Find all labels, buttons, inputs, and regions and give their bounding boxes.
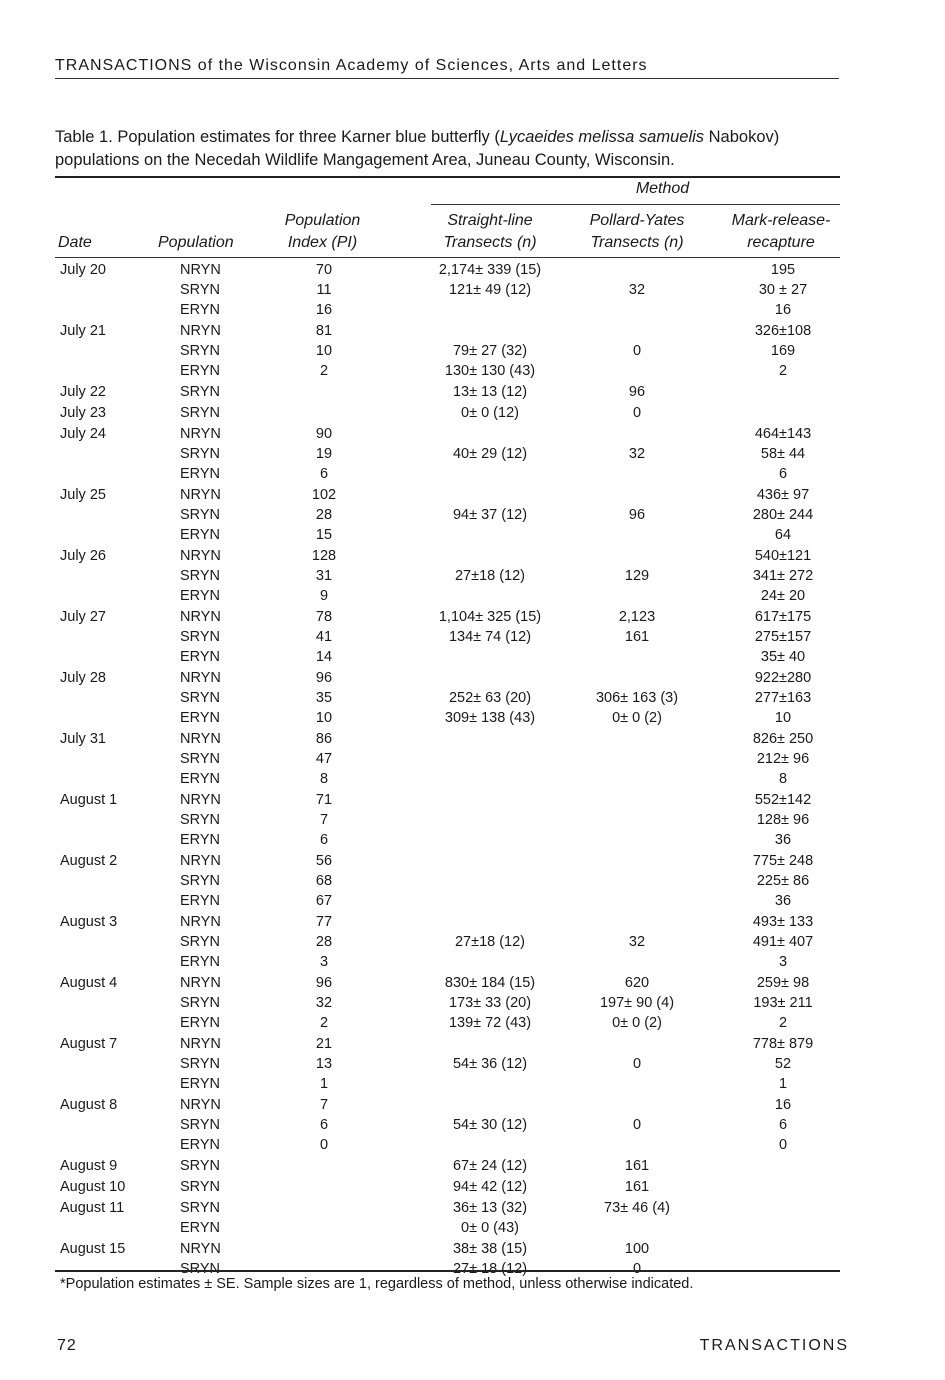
cell-mark-release: 16 xyxy=(774,1097,792,1113)
cell-straight-line: 0± 0 (12) xyxy=(461,405,519,421)
table-row xyxy=(55,1097,840,1117)
cell-population: SRYN xyxy=(180,629,221,645)
table-body xyxy=(55,262,840,1281)
cell-date: July 27 xyxy=(60,609,106,625)
header-mark-release xyxy=(718,210,844,254)
journal-footer: TRANSACTIONS xyxy=(699,1337,849,1354)
cell-mark-release: 280± 244 xyxy=(752,507,814,523)
cell-date: August 8 xyxy=(60,1097,118,1113)
cell-population: NRYN xyxy=(180,914,221,930)
cell-mark-release: 617±175 xyxy=(754,609,812,625)
cell-population: SRYN xyxy=(180,1179,221,1195)
table-caption xyxy=(55,126,845,172)
cell-mark-release: 169 xyxy=(770,343,796,359)
cell-pi: 86 xyxy=(315,731,333,747)
cell-date: July 28 xyxy=(60,670,106,686)
table-row xyxy=(55,405,840,425)
cell-population: SRYN xyxy=(180,995,221,1011)
caption-prefix: Table 1. Population estimates for three Karner blue butterfly ( xyxy=(55,128,500,146)
table-row xyxy=(55,466,840,486)
cell-pi: 78 xyxy=(315,609,333,625)
table-row xyxy=(55,446,840,466)
cell-mark-release: 193± 211 xyxy=(753,995,813,1011)
cell-population: ERYN xyxy=(180,363,221,379)
table-row xyxy=(55,487,840,507)
cell-straight-line: 54± 30 (12) xyxy=(452,1117,528,1133)
table-row xyxy=(55,873,840,893)
caption-suffix: Nabokov) populations on the Necedah Wildlife Mangagement Area, Juneau County, Wisconsin. xyxy=(55,128,780,169)
cell-pollard-yates: 96 xyxy=(628,384,646,400)
table-row xyxy=(55,302,840,322)
cell-pi: 0 xyxy=(319,1137,329,1153)
table-row xyxy=(55,527,840,547)
table-row xyxy=(55,771,840,791)
cell-pi: 2 xyxy=(319,363,329,379)
table-row xyxy=(55,548,840,568)
cell-pollard-yates: 100 xyxy=(624,1241,650,1257)
cell-population: ERYN xyxy=(180,832,221,848)
table-row xyxy=(55,1076,840,1096)
cell-mark-release: 1 xyxy=(778,1076,788,1092)
cell-mark-release: 52 xyxy=(774,1056,792,1072)
cell-pi: 68 xyxy=(315,873,333,889)
header-mr-line2: recapture xyxy=(747,234,815,251)
cell-pollard-yates: 32 xyxy=(628,934,646,950)
cell-date: August 7 xyxy=(60,1036,118,1052)
cell-date: July 20 xyxy=(60,262,106,278)
cell-population: SRYN xyxy=(180,446,221,462)
table-row xyxy=(55,1015,840,1035)
cell-pi: 70 xyxy=(315,262,333,278)
header-pi-line2: Index (PI) xyxy=(287,234,358,251)
cell-population: NRYN xyxy=(180,853,221,869)
cell-mark-release: 0 xyxy=(778,1137,788,1153)
header-rule xyxy=(55,257,840,258)
cell-population: NRYN xyxy=(180,792,221,808)
table-row xyxy=(55,914,840,934)
cell-population: SRYN xyxy=(180,751,221,767)
cell-date: July 24 xyxy=(60,426,106,442)
table-row xyxy=(55,934,840,954)
cell-pollard-yates: 96 xyxy=(628,507,646,523)
cell-straight-line: 0± 0 (43) xyxy=(461,1220,519,1236)
cell-pi: 77 xyxy=(315,914,333,930)
table-row xyxy=(55,343,840,363)
table-row xyxy=(55,954,840,974)
cell-pollard-yates: 0 xyxy=(632,405,642,421)
table-bottom-rule xyxy=(55,1270,840,1272)
cell-date: August 11 xyxy=(60,1200,125,1216)
cell-pollard-yates: 32 xyxy=(628,446,646,462)
header-pi xyxy=(260,210,385,254)
header-py-line1: Pollard-Yates xyxy=(589,212,685,229)
cell-mark-release: 259± 98 xyxy=(756,975,810,991)
cell-population: SRYN xyxy=(180,507,221,523)
table-row xyxy=(55,1036,840,1056)
cell-date: August 15 xyxy=(60,1241,126,1257)
cell-pollard-yates: 161 xyxy=(624,629,650,645)
table-row xyxy=(55,832,840,852)
cell-straight-line: 27±18 (12) xyxy=(454,568,526,584)
table-row xyxy=(55,426,840,446)
cell-date: August 1 xyxy=(60,792,118,808)
cell-mark-release: 6 xyxy=(778,466,788,482)
cell-mark-release: 128± 96 xyxy=(756,812,810,828)
cell-population: NRYN xyxy=(180,975,221,991)
cell-pi: 1 xyxy=(319,1076,329,1092)
cell-population: SRYN xyxy=(180,568,221,584)
cell-straight-line: 121± 49 (12) xyxy=(448,282,532,298)
cell-population: NRYN xyxy=(180,1036,221,1052)
cell-mark-release: 225± 86 xyxy=(756,873,810,889)
cell-population: ERYN xyxy=(180,1220,221,1236)
cell-pi: 128 xyxy=(311,548,337,564)
cell-pi: 7 xyxy=(319,812,329,828)
page-number: 72 xyxy=(57,1337,77,1354)
cell-date: July 22 xyxy=(60,384,106,400)
cell-straight-line: 830± 184 (15) xyxy=(444,975,536,991)
method-rule xyxy=(431,204,840,205)
cell-pollard-yates: 197± 90 (4) xyxy=(599,995,675,1011)
cell-straight-line: 1,104± 325 (15) xyxy=(438,609,542,625)
cell-mark-release: 8 xyxy=(778,771,788,787)
cell-straight-line: 139± 72 (43) xyxy=(448,1015,532,1031)
cell-pollard-yates: 32 xyxy=(628,282,646,298)
cell-pi: 56 xyxy=(315,853,333,869)
cell-date: August 2 xyxy=(60,853,118,869)
cell-pi: 19 xyxy=(315,446,333,462)
cell-pi: 96 xyxy=(315,975,333,991)
cell-straight-line: 94± 37 (12) xyxy=(452,507,528,523)
cell-mark-release: 493± 133 xyxy=(752,914,814,930)
cell-pi: 71 xyxy=(315,792,333,808)
cell-pollard-yates: 129 xyxy=(624,568,650,584)
cell-mark-release: 30 ± 27 xyxy=(758,282,808,298)
cell-straight-line: 130± 130 (43) xyxy=(444,363,536,379)
table-row xyxy=(55,690,840,710)
cell-population: SRYN xyxy=(180,1261,221,1277)
cell-pi: 21 xyxy=(315,1036,333,1052)
cell-population: ERYN xyxy=(180,710,221,726)
table-row xyxy=(55,792,840,812)
cell-mark-release: 6 xyxy=(778,1117,788,1133)
cell-mark-release: 24± 20 xyxy=(760,588,806,604)
cell-population: NRYN xyxy=(180,731,221,747)
cell-mark-release: 922±280 xyxy=(754,670,812,686)
cell-pollard-yates: 0± 0 (2) xyxy=(612,1015,662,1031)
cell-mark-release: 2 xyxy=(778,1015,788,1031)
cell-pi: 15 xyxy=(315,527,333,543)
header-mr-line1: Mark-release- xyxy=(731,212,831,229)
cell-mark-release: 16 xyxy=(774,302,792,318)
cell-straight-line: 309± 138 (43) xyxy=(444,710,536,726)
table-row xyxy=(55,812,840,832)
cell-pollard-yates: 2,123 xyxy=(618,609,656,625)
cell-pi: 6 xyxy=(319,466,329,482)
cell-pi: 32 xyxy=(315,995,333,1011)
cell-pollard-yates: 161 xyxy=(624,1179,650,1195)
header-date: Date xyxy=(58,234,92,251)
cell-pi: 96 xyxy=(315,670,333,686)
cell-population: NRYN xyxy=(180,670,221,686)
table-row xyxy=(55,1158,840,1178)
cell-pollard-yates: 620 xyxy=(624,975,650,991)
cell-pi: 35 xyxy=(315,690,333,706)
table-row xyxy=(55,588,840,608)
running-head: TRANSACTIONS of the Wisconsin Academy of Sciences, Arts and Letters xyxy=(55,57,839,79)
table-row xyxy=(55,1117,840,1137)
cell-date: August 10 xyxy=(60,1179,126,1195)
cell-population: SRYN xyxy=(180,1056,221,1072)
cell-population: NRYN xyxy=(180,262,221,278)
cell-mark-release: 491± 407 xyxy=(752,934,814,950)
table-row xyxy=(55,853,840,873)
cell-pi: 14 xyxy=(315,649,333,665)
cell-pi: 9 xyxy=(319,588,329,604)
cell-pi: 28 xyxy=(315,934,333,950)
cell-population: ERYN xyxy=(180,1137,221,1153)
table-row xyxy=(55,1137,840,1157)
cell-population: SRYN xyxy=(180,873,221,889)
cell-pi: 2 xyxy=(319,1015,329,1031)
cell-date: July 21 xyxy=(60,323,106,339)
cell-population: SRYN xyxy=(180,405,221,421)
cell-mark-release: 36 xyxy=(774,832,792,848)
cell-pi: 6 xyxy=(319,832,329,848)
cell-pollard-yates: 0 xyxy=(632,1261,642,1277)
cell-mark-release: 195 xyxy=(770,262,796,278)
cell-population: SRYN xyxy=(180,934,221,950)
cell-pi: 81 xyxy=(315,323,333,339)
header-sl-line2: Transects (n) xyxy=(443,234,537,251)
table-row xyxy=(55,1179,840,1199)
cell-pollard-yates: 0± 0 (2) xyxy=(612,710,662,726)
table-row xyxy=(55,507,840,527)
cell-mark-release: 552±142 xyxy=(754,792,812,808)
cell-population: ERYN xyxy=(180,588,221,604)
cell-population: ERYN xyxy=(180,1076,221,1092)
table-row xyxy=(55,751,840,771)
cell-pi: 8 xyxy=(319,771,329,787)
table-row xyxy=(55,995,840,1015)
cell-population: ERYN xyxy=(180,954,221,970)
cell-mark-release: 36 xyxy=(774,893,792,909)
cell-pollard-yates: 161 xyxy=(624,1158,650,1174)
cell-pi: 10 xyxy=(315,343,333,359)
cell-population: NRYN xyxy=(180,548,221,564)
cell-date: July 25 xyxy=(60,487,106,503)
cell-population: SRYN xyxy=(180,1200,221,1216)
table-row xyxy=(55,1200,840,1220)
cell-population: ERYN xyxy=(180,771,221,787)
cell-straight-line: 134± 74 (12) xyxy=(448,629,532,645)
cell-pi: 6 xyxy=(319,1117,329,1133)
cell-population: NRYN xyxy=(180,426,221,442)
table-row xyxy=(55,1056,840,1076)
cell-population: ERYN xyxy=(180,1015,221,1031)
table-row xyxy=(55,262,840,282)
cell-mark-release: 775± 248 xyxy=(752,853,814,869)
table-row xyxy=(55,323,840,343)
table-row xyxy=(55,710,840,730)
cell-straight-line: 27± 18 (12) xyxy=(452,1261,528,1277)
cell-mark-release: 277±163 xyxy=(754,690,812,706)
cell-mark-release: 10 xyxy=(774,710,792,726)
header-sl-line1: Straight-line xyxy=(447,212,533,229)
cell-pollard-yates: 0 xyxy=(632,1056,642,1072)
cell-population: SRYN xyxy=(180,690,221,706)
cell-straight-line: 173± 33 (20) xyxy=(448,995,532,1011)
table-row xyxy=(55,384,840,404)
header-population: Population xyxy=(158,234,234,251)
cell-date: August 4 xyxy=(60,975,118,991)
cell-date: July 31 xyxy=(60,731,106,747)
table-row xyxy=(55,893,840,913)
cell-mark-release: 540±121 xyxy=(754,548,812,564)
cell-straight-line: 79± 27 (32) xyxy=(452,343,528,359)
cell-straight-line: 67± 24 (12) xyxy=(452,1158,528,1174)
cell-mark-release: 58± 44 xyxy=(760,446,806,462)
cell-population: NRYN xyxy=(180,1097,221,1113)
table-row xyxy=(55,629,840,649)
cell-pi: 47 xyxy=(315,751,333,767)
cell-population: NRYN xyxy=(180,1241,221,1257)
cell-straight-line: 2,174± 339 (15) xyxy=(438,262,542,278)
cell-mark-release: 826± 250 xyxy=(752,731,814,747)
table-row xyxy=(55,649,840,669)
cell-straight-line: 54± 36 (12) xyxy=(452,1056,528,1072)
table-row xyxy=(55,670,840,690)
table-row xyxy=(55,363,840,383)
cell-mark-release: 212± 96 xyxy=(756,751,810,767)
cell-pi: 10 xyxy=(315,710,333,726)
cell-pi: 11 xyxy=(316,282,332,298)
cell-population: SRYN xyxy=(180,1158,221,1174)
cell-population: ERYN xyxy=(180,893,221,909)
cell-pi: 28 xyxy=(315,507,333,523)
header-py-line2: Transects (n) xyxy=(590,234,684,251)
cell-mark-release: 35± 40 xyxy=(760,649,806,665)
cell-pollard-yates: 0 xyxy=(632,343,642,359)
cell-date: July 23 xyxy=(60,405,106,421)
cell-population: NRYN xyxy=(180,487,221,503)
cell-pollard-yates: 306± 163 (3) xyxy=(595,690,679,706)
cell-straight-line: 40± 29 (12) xyxy=(452,446,528,462)
cell-pollard-yates: 0 xyxy=(632,1117,642,1133)
cell-population: NRYN xyxy=(180,323,221,339)
cell-straight-line: 38± 38 (15) xyxy=(452,1241,528,1257)
cell-population: SRYN xyxy=(180,282,221,298)
cell-population: SRYN xyxy=(180,343,221,359)
cell-pi: 31 xyxy=(315,568,333,584)
cell-population: SRYN xyxy=(180,1117,221,1133)
cell-mark-release: 778± 879 xyxy=(752,1036,814,1052)
cell-population: ERYN xyxy=(180,649,221,665)
method-header: Method xyxy=(635,180,690,197)
cell-pi: 41 xyxy=(315,629,333,645)
cell-pi: 7 xyxy=(319,1097,329,1113)
cell-mark-release: 3 xyxy=(778,954,788,970)
table-row xyxy=(55,975,840,995)
cell-population: SRYN xyxy=(180,812,221,828)
caption-species: Lycaeides melissa samuelis xyxy=(499,128,705,146)
cell-mark-release: 436± 97 xyxy=(756,487,810,503)
cell-pollard-yates: 73± 46 (4) xyxy=(604,1200,670,1216)
cell-mark-release: 341± 272 xyxy=(752,568,814,584)
cell-population: NRYN xyxy=(180,609,221,625)
header-pollard-yates xyxy=(567,210,707,254)
table-row xyxy=(55,282,840,302)
header-straight-line xyxy=(415,210,565,254)
cell-date: July 26 xyxy=(60,548,106,564)
cell-mark-release: 275±157 xyxy=(754,629,812,645)
cell-mark-release: 464±143 xyxy=(754,426,812,442)
cell-straight-line: 252± 63 (20) xyxy=(448,690,532,706)
table-row xyxy=(55,609,840,629)
cell-mark-release: 326±108 xyxy=(754,323,812,339)
cell-population: ERYN xyxy=(180,466,221,482)
cell-pi: 67 xyxy=(315,893,333,909)
cell-population: SRYN xyxy=(180,384,221,400)
cell-straight-line: 13± 13 (12) xyxy=(452,384,528,400)
cell-pi: 90 xyxy=(315,426,333,442)
table-row xyxy=(55,1241,840,1261)
cell-date: August 9 xyxy=(60,1158,118,1174)
cell-straight-line: 36± 13 (32) xyxy=(452,1200,528,1216)
cell-mark-release: 2 xyxy=(778,363,788,379)
cell-mark-release: 64 xyxy=(774,527,792,543)
cell-pi: 16 xyxy=(315,302,333,318)
cell-population: ERYN xyxy=(180,527,221,543)
header-pi-line1: Population xyxy=(284,212,361,229)
table-row xyxy=(55,731,840,751)
footnote: *Population estimates ± SE. Sample sizes are 1, regardless of method, unless otherwise indicated. xyxy=(60,1276,694,1292)
table-row xyxy=(55,1220,840,1240)
cell-pi: 13 xyxy=(315,1056,333,1072)
table-row xyxy=(55,568,840,588)
cell-pi: 3 xyxy=(319,954,329,970)
cell-pi: 102 xyxy=(311,487,337,503)
cell-straight-line: 27±18 (12) xyxy=(454,934,526,950)
cell-date: August 3 xyxy=(60,914,118,930)
cell-straight-line: 94± 42 (12) xyxy=(452,1179,528,1195)
table-top-rule xyxy=(55,176,840,178)
cell-population: ERYN xyxy=(180,302,221,318)
